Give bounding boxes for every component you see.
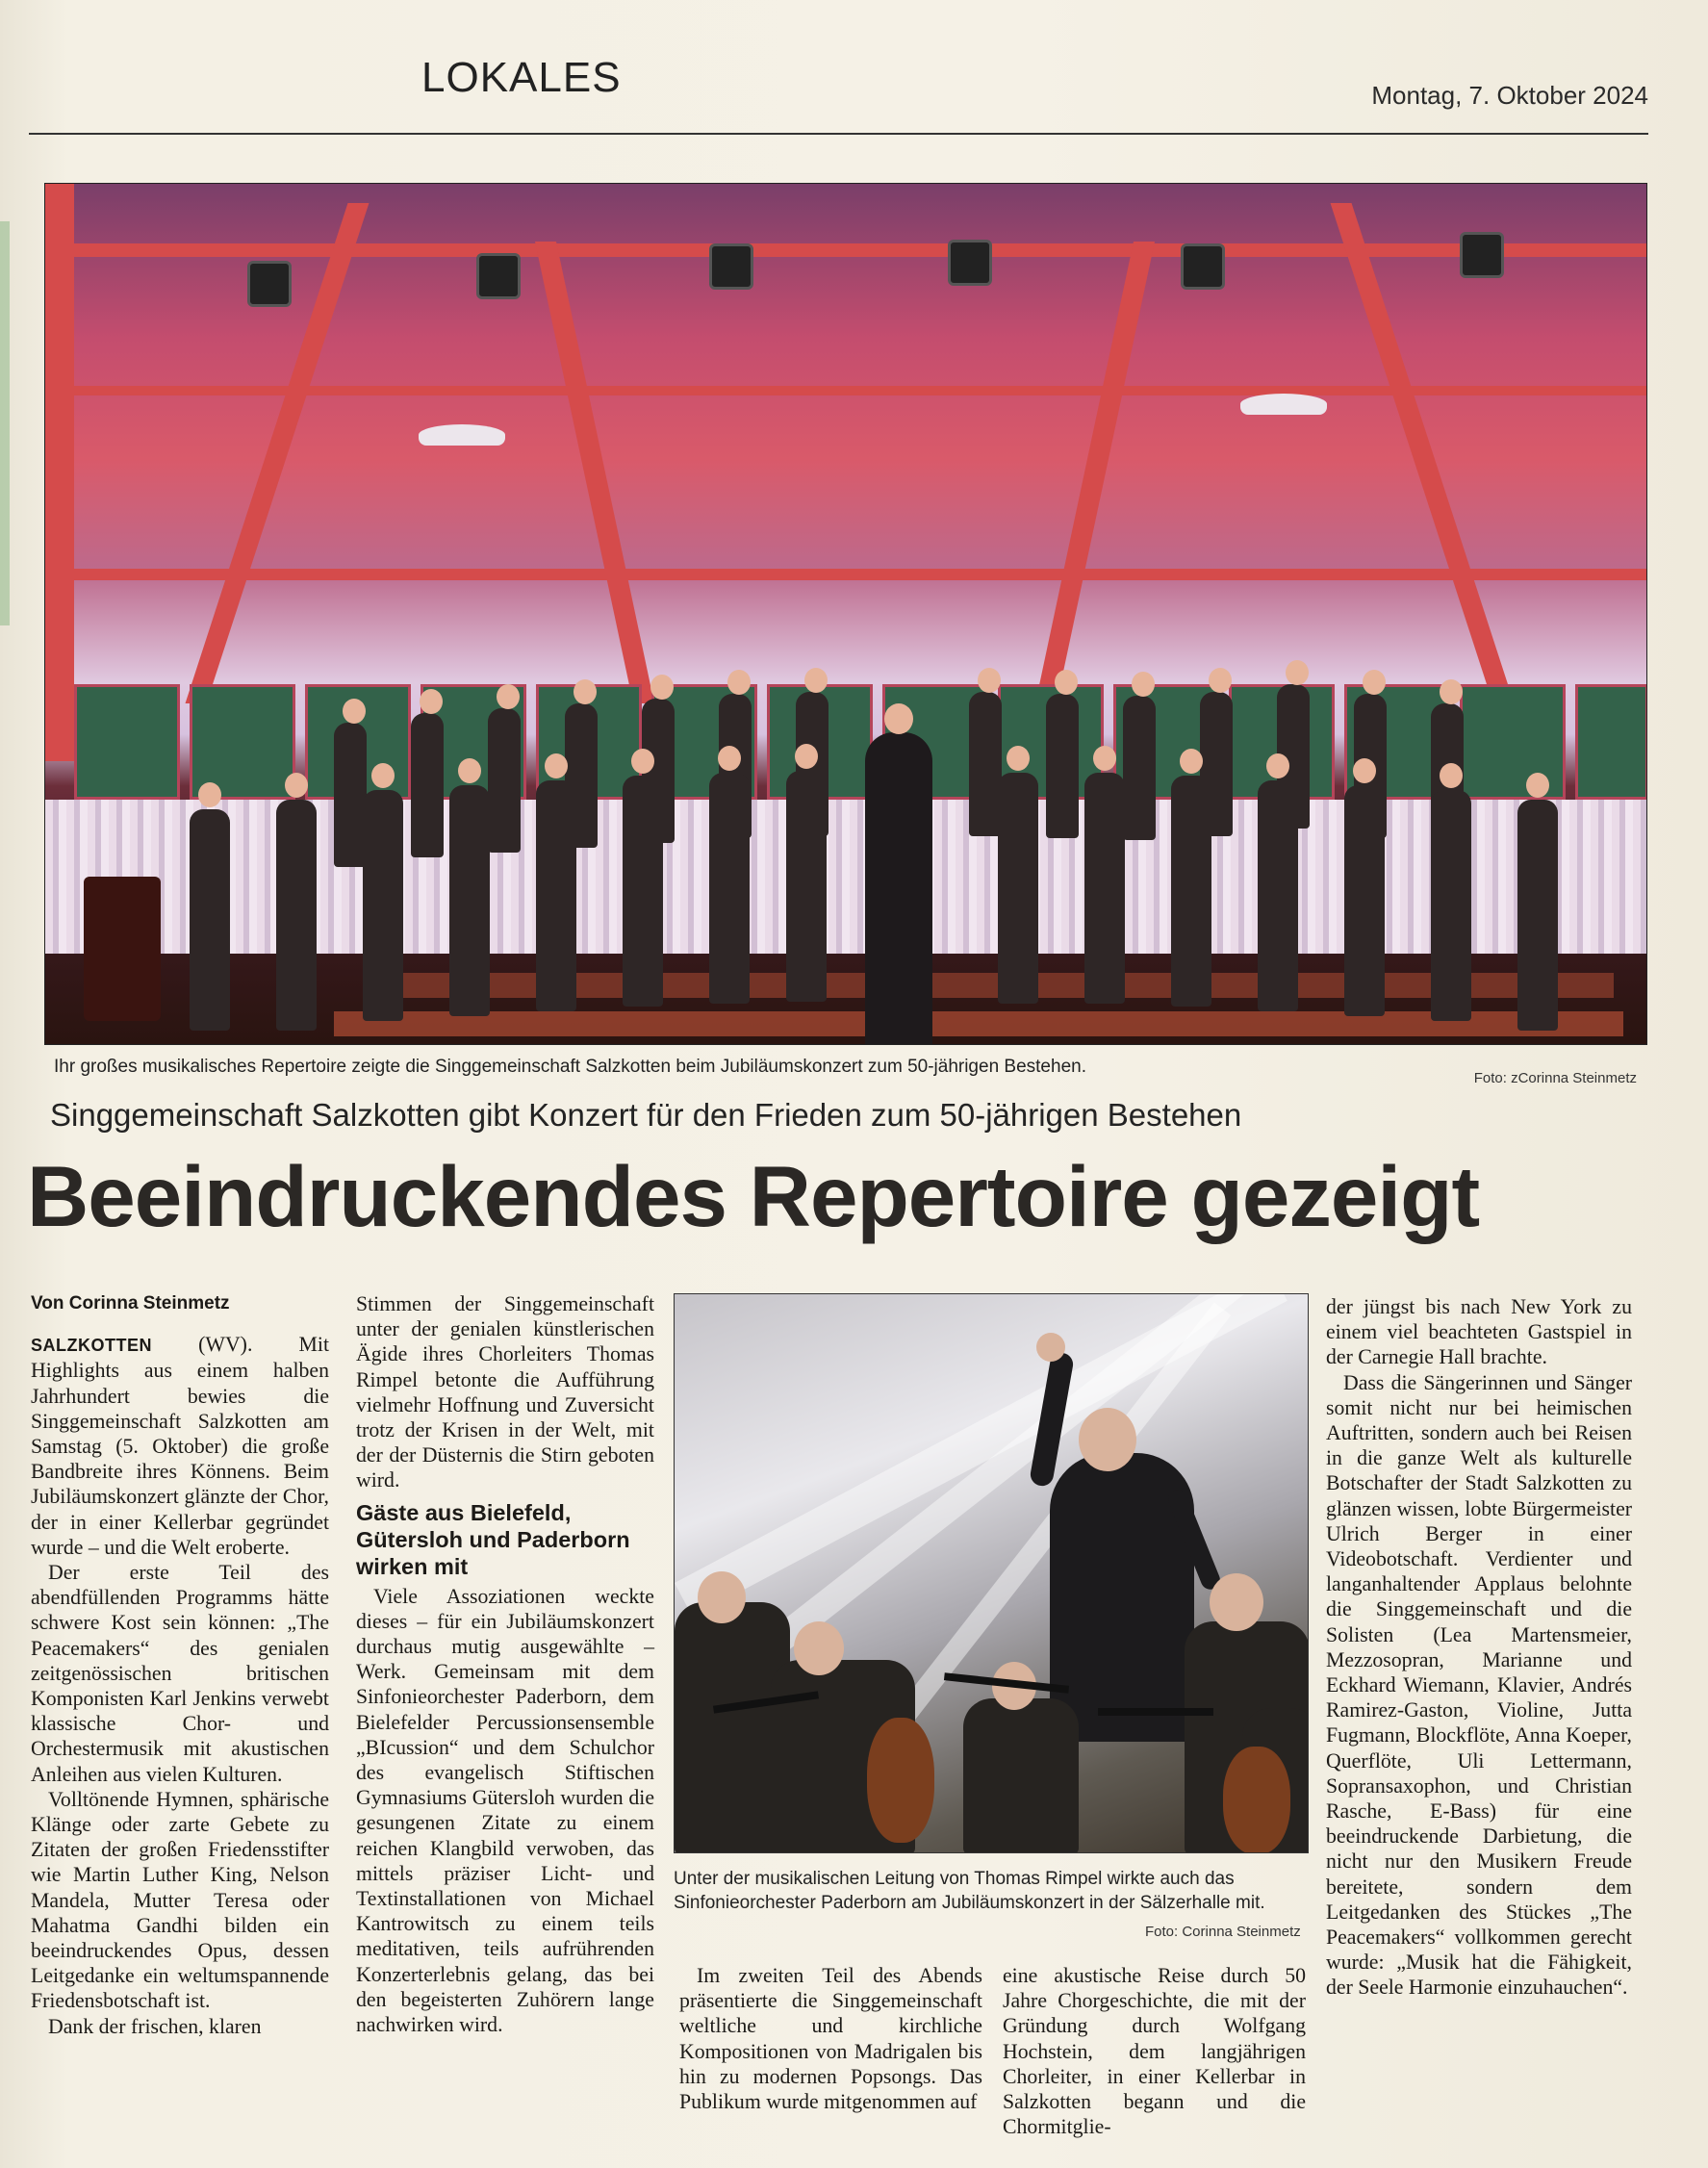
article-column-1 [31, 1291, 329, 2039]
dateline: SALZKOTTEN [31, 1336, 152, 1356]
choir-concert-photo [44, 183, 1647, 1045]
article-column-2 [356, 1291, 654, 2037]
article-kicker: Singgemeinschaft Salzkotten gibt Konzert für den Frieden zum 50-jährigen Bestehen [50, 1097, 1242, 1133]
article-headline: Beeindruckendes Repertoire gezeigt [27, 1148, 1480, 1244]
article-subhead: Gäste aus Bielefeld, Gütersloh und Paderborn wirken mit [356, 1499, 630, 1579]
paragraph: Dank der frischen, klaren [48, 2014, 262, 2038]
paragraph: der jüngst bis nach New York zu einem viel beachteten Gastspiel in der Carnegie Hall brachte. [1326, 1295, 1632, 1369]
paragraph: Viele Assoziationen weckte dieses – für ein Jubiläumskonzert durchaus mutig ausgewählte –Werk. Gemeinsam mit dem Sinfonieorchester Paderborn, dem Bielefelder Percussionsensemble „BIcussion“ und dem Schulchor des evangelisch Stiftischen Gymnasiums Gütersloh wurden die gesungenen Zitate zu einem reichen Klangbild verwoben, das mittels präziser Licht- und Textinstallationen von Michael Kantrowitsch zu einem teils meditativen, teils aufrührenden Konzerterlebnis gelang, das bei den begeisterten Zuhörern lange nachwirken wird. [356, 1584, 654, 2037]
adjacent-page-edge [0, 221, 10, 625]
paragraph: Volltönende Hymnen, sphärische Klänge oder zarte Gebete zu Zitaten der großen Friedensstifter wie Martin Luther King, Nelson Mandela, Mutter Teresa oder Mahatma Gandhi bilden ein beeindruckendes Opus, dessen Leitgedanke ein weltumspannende Friedensbotschaft ist. [31, 1787, 329, 2013]
photo-caption: Ihr großes musikalisches Repertoire zeigte die Singgemeinschaft Salzkotten beim Jubiläumskonzert zum 50-jährigen Bestehen. [54, 1057, 1086, 1077]
paragraph: Der erste Teil des abendfüllenden Programms hätte schwere Kost sein können: „The Peacemakers“ des genialen zeitgenössischen britischen Komponisten Karl Jenkins verwebt klassische Chor- und Orchestermusik mit akustischen Anleihen aus vielen Kulturen. [31, 1561, 329, 1786]
section-title: LOKALES [421, 54, 622, 101]
paragraph: Dass die Sängerinnen und Sänger somit nicht nur bei heimischen Auftritten, sondern auch bei Reisen in die ganze Welt als kulturelle Botschafter der Stadt Salzkotten zu glänzen wissen, lobte Bürgermeister Ulrich Berger in einer Videobotschaft. Verdienter und langanhaltender Applaus belohnte die Singgemeinschaft und die Solisten (Lea Martensmeier, Mezzosopran, Marianne und Eckhard Wiemann, Klavier, Andrés Ramirez-Gaston, Violine, Jutta Fugmann, Blockflöte, Anna Koeper, Querflöte, Uli Lettermann, Sopransaxophon, und Christian Rasche, E-Bass) für eine beeindruckende Darbietung, die nicht nur den Musikern Freude bereitete, sondern dem Leitgedanken des Stückes „The Peacemakers“ vollkommen gerecht wurde: „Musik hat die Fähigkeit, der Seele Harmonie einzuhauchen“. [1326, 1370, 1632, 2000]
paragraph: eine akustische Reise durch 50 Jahre Chorgeschichte, die mit der Gründung durch Wolfgang Hochstein, dem langjährigen Chorleiter, in einer Kellerbar in Salzkotten begann und die Chormitglie- [1003, 1964, 1306, 2139]
photo-credit: Foto: zCorinna Steinmetz [1473, 1070, 1637, 1086]
orchestra-conductor-photo [674, 1293, 1309, 1853]
byline: Von Corinna Steinmetz [31, 1293, 230, 1314]
photo-credit: Foto: Corinna Steinmetz [1145, 1924, 1301, 1940]
paragraph-text: (WV). Mit Highlights aus einem halben Jahrhundert bewies die Singgemeinschaft Salzkotten am Samstag (5. Oktober) die große Bandbreite ihres Könnens. Beim Jubiläumskonzert glänzte der Chor, der in einer Kellerbar gegründet wurde – und die Welt eroberte. [31, 1333, 329, 1559]
header-rule [29, 133, 1648, 135]
photo-caption: Unter der musikalischen Leitung von Thomas Rimpel wirkte auch das Sinfonieorchester Paderborn am Jubiläumskonzert in der Sälzerhalle mit. [674, 1869, 1265, 1913]
article-column-5 [1326, 1294, 1632, 2001]
paragraph: Stimmen der Singgemeinschaft unter der genialen künstlerischen Ägide ihres Chorleiters Thomas Rimpel betonte die Aufführung vielmehr Hoffnung und Zuversicht trotz der Krisen in der Welt, mit der der Düsternis die Stirn geboten wird. [356, 1292, 654, 1492]
article-column-3 [679, 1963, 982, 2114]
lead-paragraph [31, 1332, 329, 1560]
issue-date: Montag, 7. Oktober 2024 [1371, 81, 1648, 110]
article-column-4 [1003, 1963, 1306, 2139]
paragraph: Im zweiten Teil des Abends präsentierte die Singgemeinschaft weltliche und kirchliche Kompositionen von Madrigalen bis hin zu modernen Popsongs. Das Publikum wurde mitgenommen auf [679, 1964, 982, 2114]
